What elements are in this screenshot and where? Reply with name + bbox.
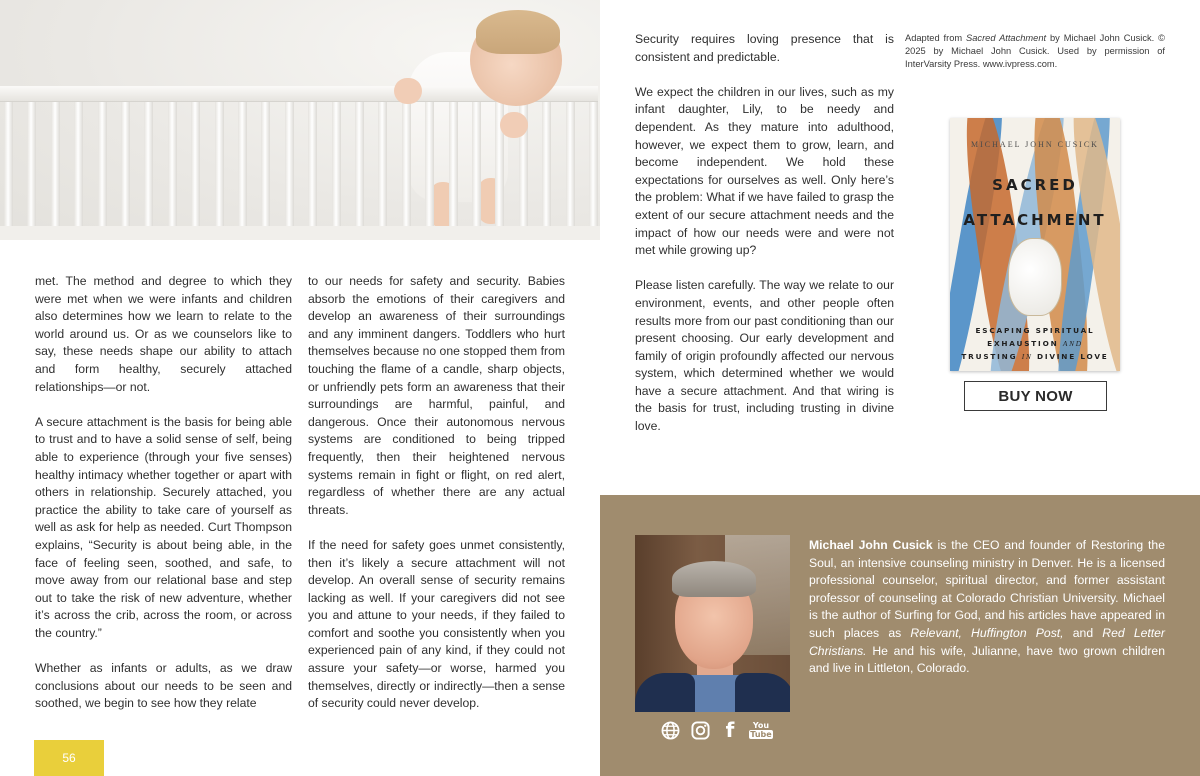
cover-subtitle-line1: ESCAPING SPIRITUAL [975, 326, 1095, 335]
crib-slat [402, 102, 411, 230]
crib-slat [449, 102, 458, 230]
hero-photo-baby-in-crib [0, 0, 600, 240]
crib-slat [355, 102, 364, 230]
buy-now-button[interactable]: BUY NOW [964, 381, 1107, 411]
crib-slat [261, 102, 270, 230]
portrait-jacket [735, 673, 790, 712]
crib-slat [378, 102, 387, 230]
crib-slat [425, 102, 434, 230]
bio-text: He and his wife, Julianne, have two grown children and live in Littleton, Colorado. [809, 643, 1165, 676]
crib-slat [144, 102, 153, 230]
crib-slat [98, 102, 107, 230]
cover-kintsugi-vase [1008, 238, 1062, 316]
author-portrait [635, 535, 790, 712]
cover-subtitle-in: IN [1021, 352, 1033, 361]
author-name: Michael John Cusick [809, 538, 933, 552]
facebook-icon[interactable] [720, 720, 740, 740]
crib-slat [51, 102, 60, 230]
crib-slat [285, 102, 294, 230]
cover-title-line1: SACRED [992, 176, 1078, 194]
article-column-2 [308, 273, 565, 713]
facebook-glyph: f [725, 718, 735, 742]
crib-slat [542, 102, 551, 230]
crib-slat [191, 102, 200, 230]
bio-text: is the CEO and founder of Restoring the Soul, an intensive counseling ministry in Denver. He is a licensed professional counselor, spiritual director, and former assistant professor of counseling at Colorado Christian University. Michael is the author of Surfing for God, and his articles have appeared in such places as [809, 538, 1165, 640]
crib-slat [121, 102, 130, 230]
crib-slat [215, 102, 224, 230]
portrait-jacket [635, 673, 695, 712]
youtube-word-top: You [752, 721, 770, 730]
bio-italic-publications: Relevant, Huffington Post, [910, 625, 1064, 640]
permission-credit [905, 32, 1165, 72]
cover-author: MICHAEL JOHN CUSICK [971, 140, 1099, 149]
youtube-word-bottom: Tube [750, 730, 772, 739]
paragraph: Security requires loving presence that is consistent and predictable. [635, 32, 894, 64]
photo-baby-hair [476, 10, 560, 54]
crib-slat [4, 102, 13, 230]
cover-subtitle-word: EXHAUSTION [987, 339, 1059, 348]
cover-subtitle-line3 [950, 352, 1120, 361]
paragraph: to our needs for safety and security. Babies absorb the emotions of their caregivers and develop an awareness of their surroundings and any imminent dangers. Toddlers who hurt themselves because no one stopped them from touching the flame of a candle, sharp objects, or unfriendly pets form an awareness that their surroundings are harmful, painful, and dangerous. Once their autonomous nervous systems are conditioned to being tripped frequently, then their heightened nervous systems remain in fight or flight, on red alert, regardless of whether there are any actual threats. [308, 274, 565, 517]
cover-title-line2: ATTACHMENT [963, 211, 1107, 229]
book-cover[interactable] [950, 118, 1120, 371]
crib-slat [74, 102, 83, 230]
page-number: 56 [34, 740, 104, 776]
instagram-icon[interactable] [690, 720, 710, 740]
paragraph: A secure attachment is the basis for being able to trust and to have a solid sense of self, being able to experience (through your five senses) healthy intimacy whether together or apart with others in relationship. Securely attached, you practice the ability to take care of yourself as well as ask for help as needed. Curt Thompson explains, “Security is about being able, in the face of feeling seen, soothed, and safe, to move away from our relational base and step out to take the risk of new adventure, whether it’s across the crib, across the room, or across the country.” [35, 414, 292, 640]
paragraph: met. The method and degree to which they were met when we were infants and children also determines how we learn to relate to the world around us. Or as we counselors like to say, these needs shape our ability to attach and form healthy, securely attached relationships—or not. [35, 274, 292, 394]
photo-crib-base [0, 226, 600, 240]
crib-slat [472, 102, 481, 230]
photo-baby-hand [394, 78, 422, 104]
credit-suffix: by Michael John Cusick. © 2025 by Michael John Cusick. Used by permission of InterVarsity Press. www.ivpress.com. [905, 33, 1165, 70]
bio-text: and [1063, 625, 1103, 640]
credit-prefix: Adapted from [905, 33, 967, 43]
crib-slat [308, 102, 317, 230]
cover-subtitle-word: DIVINE LOVE [1036, 352, 1109, 361]
crib-slat [566, 102, 575, 230]
crib-slat [589, 102, 598, 230]
cover-subtitle-line2 [950, 339, 1120, 348]
paragraph: Whether as infants or adults, as we draw conclusions about our needs to be seen and soothed, we begin to see how they relate [35, 661, 292, 711]
youtube-icon[interactable] [750, 720, 772, 740]
paragraph: We expect the children in our lives, such as my infant daughter, Lily, to be needy and dependent. As they mature into adulthood, however, we expect them to grow, learn, and become independent. We hold these expectations for ourselves as well. Only here’s the problem: What if we have failed to grasp the extent of our secure attachment needs and the impact of how our needs were and were not met while growing up? [635, 84, 894, 258]
cover-subtitle-word: TRUSTING [961, 352, 1018, 361]
article-column-1 [35, 273, 292, 713]
paragraph: If the need for safety goes unmet consistently, then it’s likely a secure attachment will not develop. An overall sense of security remains lacking as well. If your caregivers did not see you and attune to your needs, if they failed to comfort and soothe you consistently when you experienced pain of any kind, if they could not assure your safety—or worse, harmed you themselves, directly or indirectly—then a sense of security could never develop. [308, 537, 565, 711]
credit-book-title: Sacred Attachment [966, 33, 1047, 43]
photo-baby-hand [500, 112, 528, 138]
cover-subtitle-and: AND [1062, 339, 1083, 348]
crib-slat [27, 102, 36, 230]
portrait-hair [672, 561, 756, 597]
social-links [660, 719, 772, 741]
globe-icon[interactable] [660, 720, 680, 740]
crib-slat [238, 102, 247, 230]
article-column-3 [635, 31, 894, 436]
crib-slat [332, 102, 341, 230]
crib-slat [168, 102, 177, 230]
bio-italic-publications: Red Letter Christians. [809, 625, 1165, 658]
author-bio-text [809, 537, 1165, 678]
paragraph: Please listen carefully. The way we relate to our environment, events, and other people often results more from our past conditioning than our present choosing. Our early development and family of origin profoundly affected our nervous system, which determined whether we would have a secure attachment. And that wiring is the basis for trust, including trusting in divine love. [635, 278, 894, 434]
